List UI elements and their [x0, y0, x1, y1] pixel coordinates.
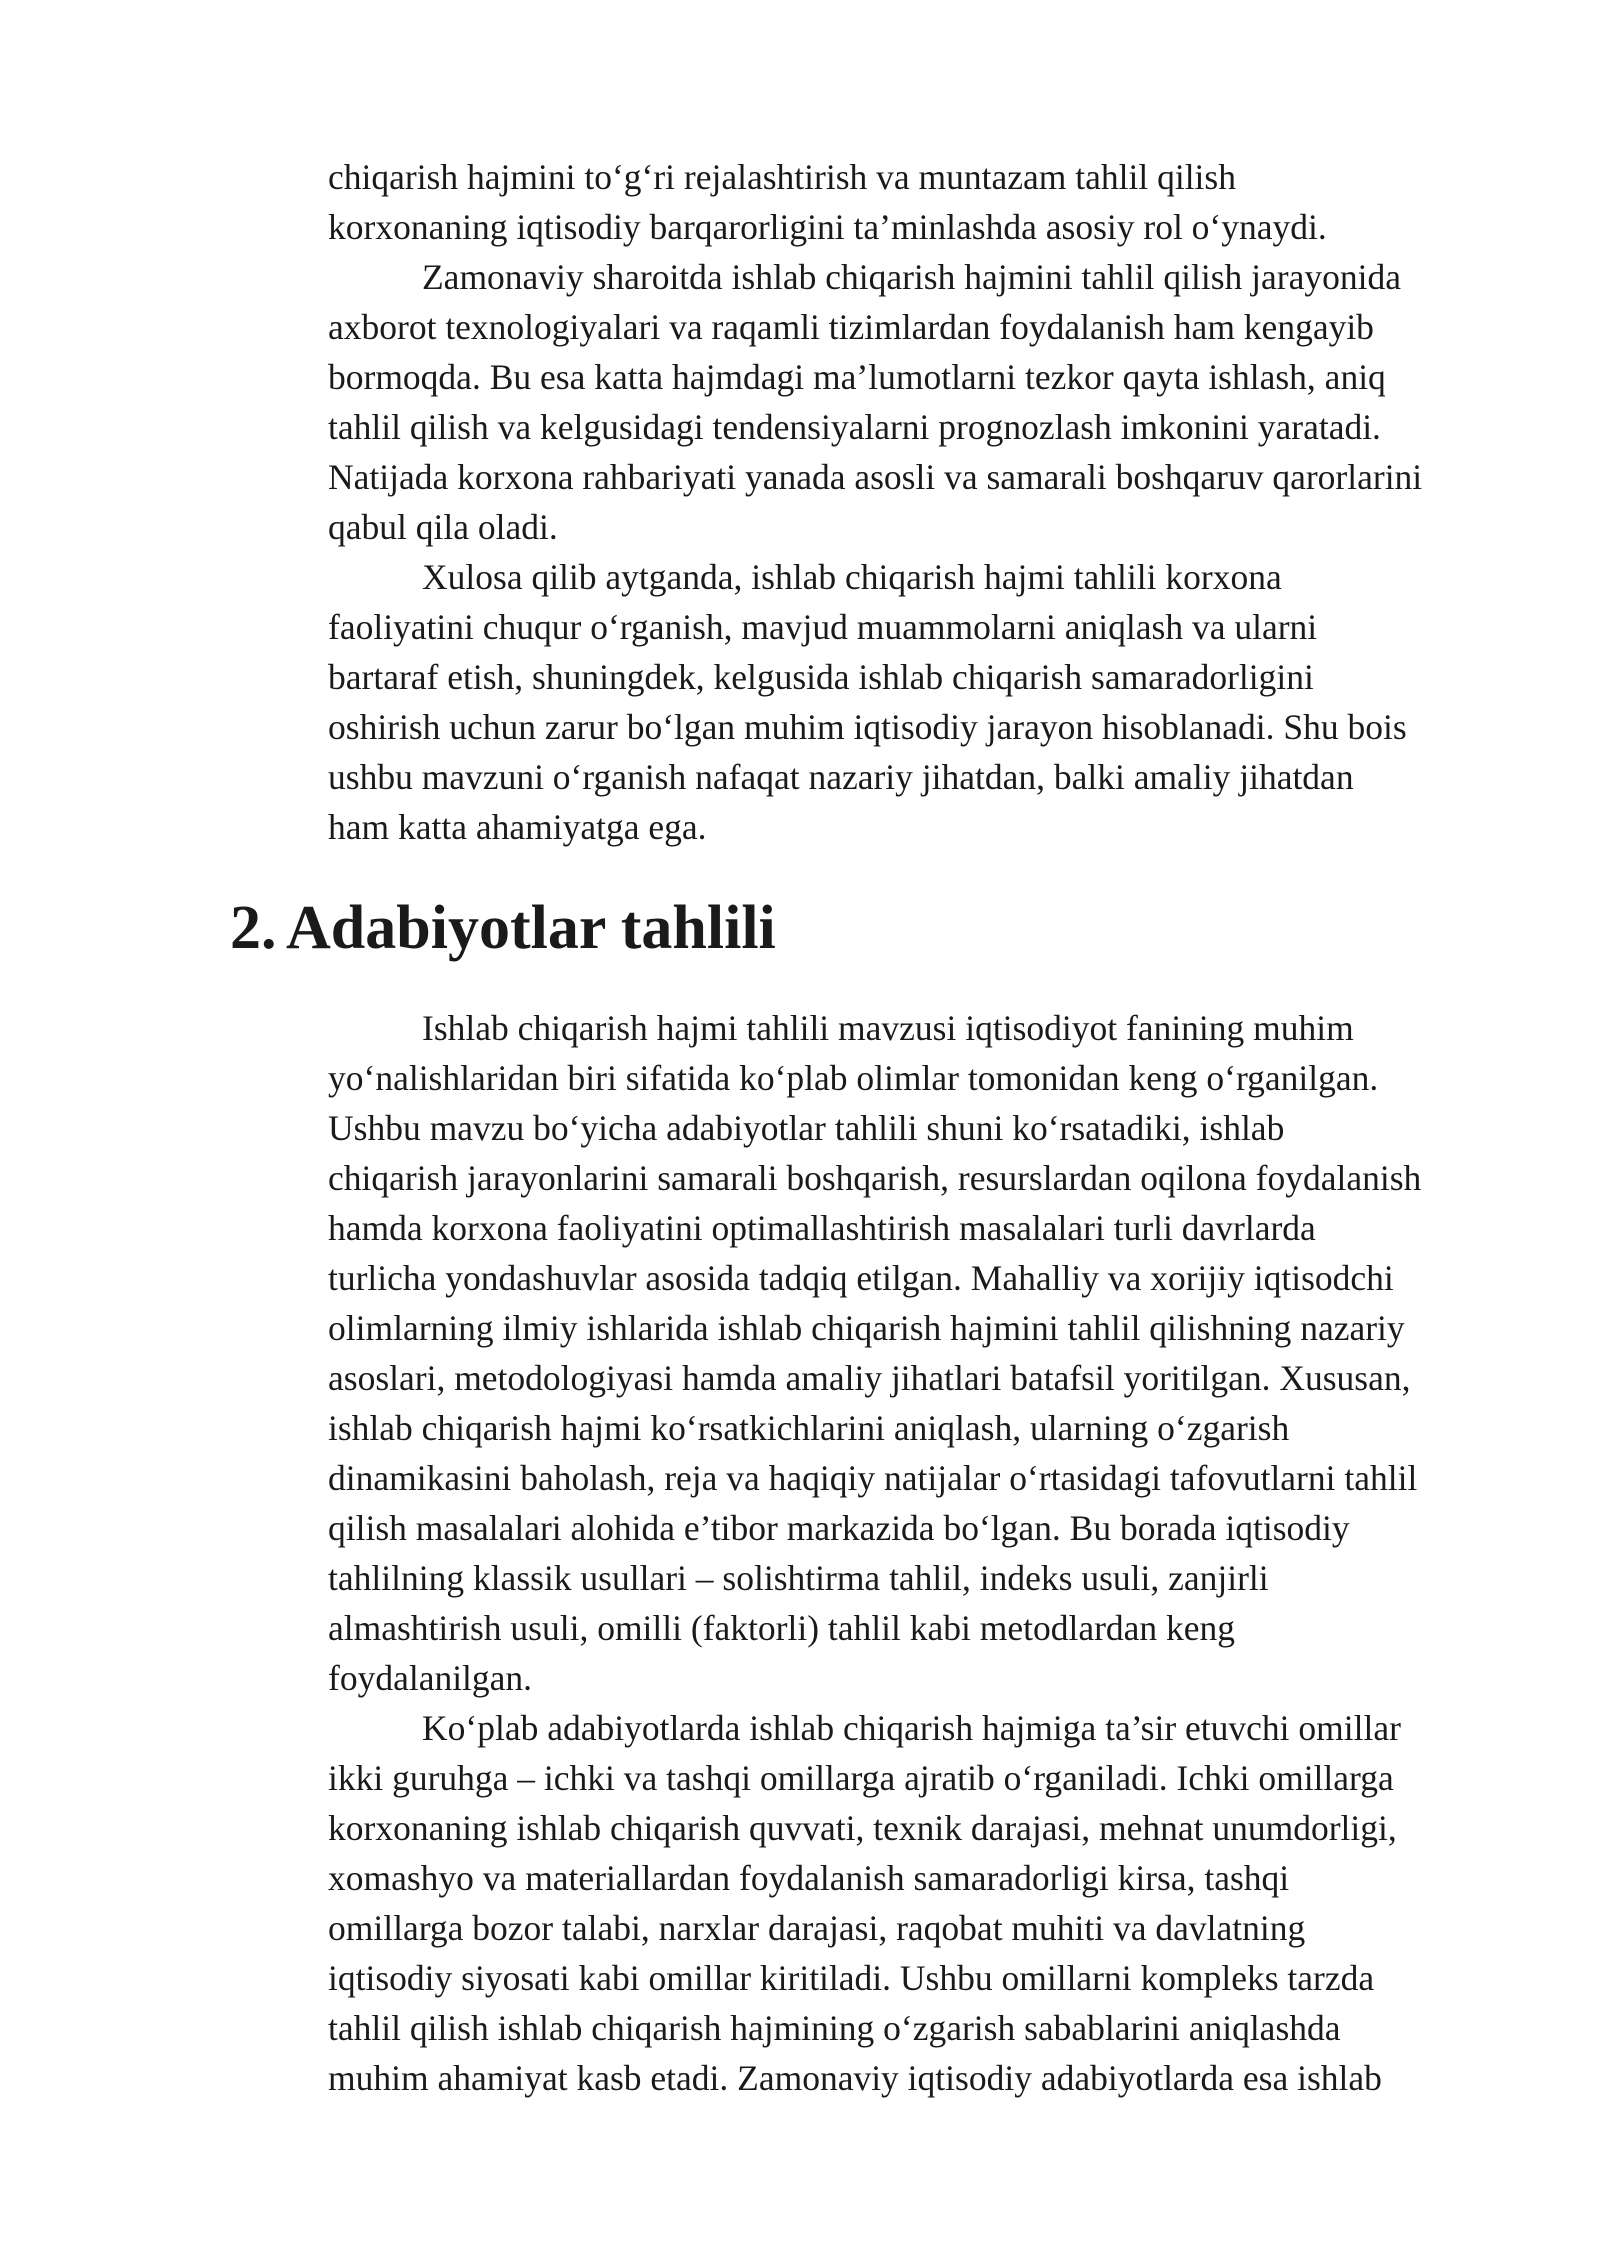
text-line: oshirish uchun zarur bo‘lgan muhim iqtisodiy jarayon hisoblanadi. Shu bois [328, 707, 1407, 747]
text-line: Natijada korxona rahbariyati yanada asosli va samarali boshqaruv qarorlarini [328, 457, 1423, 497]
text-line: muhim ahamiyat kasb etadi. Zamonaviy iqtisodiy adabiyotlarda esa ishlab [328, 2058, 1382, 2098]
text-line: faoliyatini chuqur o‘rganish, mavjud muammolarni aniqlash va ularni [328, 607, 1318, 647]
text-line: asoslari, metodologiyasi hamda amaliy jihatlari batafsil yoritilgan. Xususan, [328, 1358, 1411, 1398]
text-line: qabul qila oladi. [328, 507, 558, 547]
text-line: ushbu mavzuni o‘rganish nafaqat nazariy jihatdan, balki amaliy jihatdan [328, 757, 1354, 797]
text-line: tahlil qilish ishlab chiqarish hajmining o‘zgarish sabablarini aniqlashda [328, 2008, 1341, 2048]
text-line: chiqarish jarayonlarini samarali boshqarish, resurslardan oqilona foydalanish [328, 1158, 1422, 1198]
paragraph-first-line: Ishlab chiqarish hajmi tahlili mavzusi iqtisodiyot fanining muhim [422, 1008, 1354, 1048]
text-line: foydalanilgan. [328, 1658, 533, 1698]
text-line: chiqarish hajmini to‘g‘ri rejalashtirish va muntazam tahlil qilish [328, 157, 1236, 197]
text-line: omillarga bozor talabi, narxlar darajasi, raqobat muhiti va davlatning [328, 1908, 1306, 1948]
text-line: tahlil qilish va kelgusidagi tendensiyalarni prognozlash imkonini yaratadi. [328, 407, 1381, 447]
text-line: tahlilning klassik usullari – solishtirma tahlil, indeks usuli, zanjirli [328, 1558, 1269, 1598]
text-line: axborot texnologiyalari va raqamli tizimlardan foydalanish ham kengayib [328, 307, 1374, 347]
text-line: ishlab chiqarish hajmi ko‘rsatkichlarini aniqlash, ularning o‘zgarish [328, 1408, 1290, 1448]
text-line: dinamikasini baholash, reja va haqiqiy natijalar o‘rtasidagi tafovutlarni tahlil [328, 1458, 1418, 1498]
section-title: Adabiyotlar tahlili [286, 894, 776, 962]
text-line: xomashyo va materiallardan foydalanish samaradorligi kirsa, tashqi [328, 1858, 1290, 1898]
section-heading [230, 888, 776, 968]
section-number: 2. [230, 894, 277, 962]
text-line: korxonaning ishlab chiqarish quvvati, texnik darajasi, mehnat unumdorligi, [328, 1808, 1397, 1848]
paragraph-first-line: Ko‘plab adabiyotlarda ishlab chiqarish hajmiga ta’sir etuvchi omillar [422, 1708, 1401, 1748]
text-line: almashtirish usuli, omilli (faktorli) tahlil kabi metodlardan keng [328, 1608, 1236, 1648]
text-line: korxonaning iqtisodiy barqarorligini ta’minlashda asosiy rol o‘ynaydi. [328, 207, 1327, 247]
text-line: iqtisodiy siyosati kabi omillar kiritiladi. Ushbu omillarni kompleks tarzda [328, 1958, 1375, 1998]
text-line: turlicha yondashuvlar asosida tadqiq etilgan. Mahalliy va xorijiy iqtisodchi [328, 1258, 1394, 1298]
text-line: ham katta ahamiyatga ega. [328, 807, 707, 847]
text-line: qilish masalalari alohida e’tibor markazida bo‘lgan. Bu borada iqtisodiy [328, 1508, 1350, 1548]
text-line: bartaraf etish, shuningdek, kelgusida ishlab chiqarish samaradorligini [328, 657, 1314, 697]
paragraph-first-line: Zamonaviy sharoitda ishlab chiqarish hajmini tahlil qilish jarayonida [422, 257, 1401, 297]
text-line: olimlarning ilmiy ishlarida ishlab chiqarish hajmini tahlil qilishning nazariy [328, 1308, 1405, 1348]
text-line: Ushbu mavzu bo‘yicha adabiyotlar tahlili shuni ko‘rsatadiki, ishlab [328, 1108, 1285, 1148]
text-line: hamda korxona faoliyatini optimallashtirish masalalari turli davrlarda [328, 1208, 1316, 1248]
text-line: bormoqda. Bu esa katta hajmdagi ma’lumotlarni tezkor qayta ishlash, aniq [328, 357, 1386, 397]
text-line: yo‘nalishlaridan biri sifatida ko‘plab olimlar tomonidan keng o‘rganilgan. [328, 1058, 1379, 1098]
text-line: ikki guruhga – ichki va tashqi omillarga ajratib o‘rganiladi. Ichki omillarga [328, 1758, 1394, 1798]
paragraph-first-line: Xulosa qilib aytganda, ishlab chiqarish hajmi tahlili korxona [422, 557, 1282, 597]
